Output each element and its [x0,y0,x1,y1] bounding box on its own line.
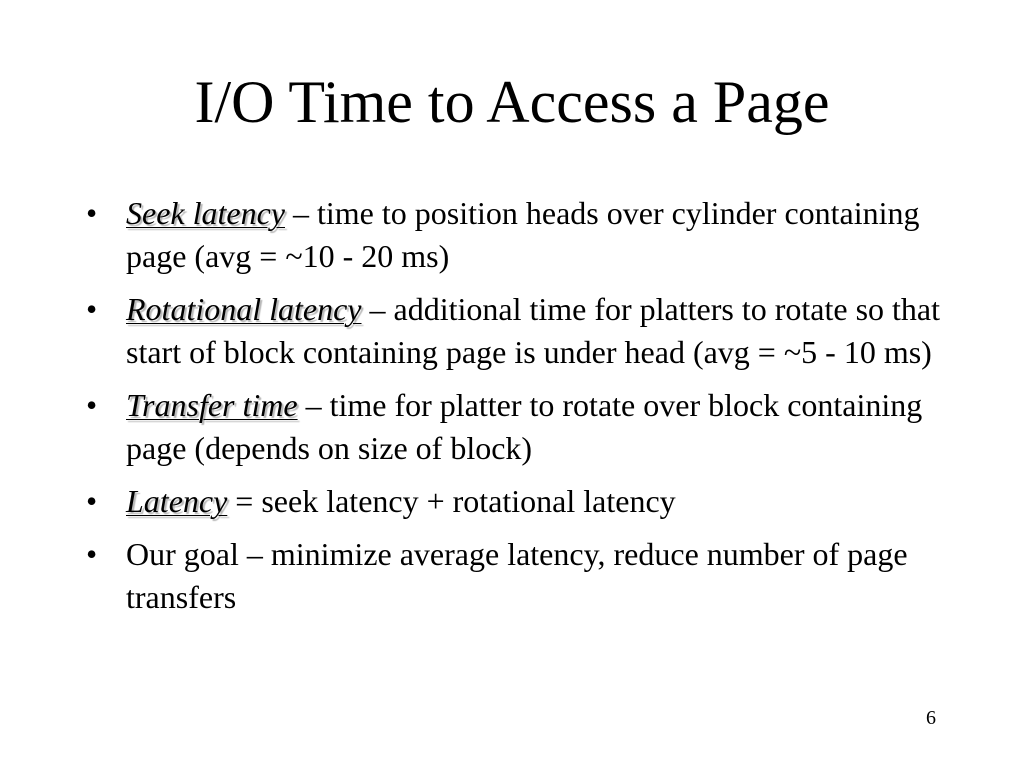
page-number: 6 [926,707,936,729]
bullet-item [86,480,966,523]
bullet-term: Rotational latency [126,291,362,327]
bullet-marker: • [86,483,98,519]
bullet-text: – time to position heads over cylinder containing page (avg = ~10 - 20 ms) [126,195,920,274]
bullet-text: Our goal – minimize average latency, reduce number of page transfers [126,536,908,615]
bullet-term: Seek latency [126,195,285,231]
bullet-list [86,192,966,629]
bullet-item [86,288,966,374]
bullet-marker: • [86,291,98,327]
bullet-term: Transfer time [126,387,298,423]
bullet-marker: • [86,195,98,231]
bullet-term: Latency [126,483,228,519]
bullet-item [86,384,966,470]
bullet-text: – time for platter to rotate over block containing page (depends on size of block) [126,387,923,466]
bullet-item [86,533,966,619]
bullet-marker: • [86,536,98,572]
bullet-marker: • [86,387,98,423]
bullet-text: = seek latency + rotational latency [227,483,676,519]
bullet-text: – additional time for platters to rotate so that start of block containing page is under head (avg = ~5 - 10 ms) [126,291,941,370]
slide-title: I/O Time to Access a Page [194,69,830,135]
bullet-item [86,192,966,278]
